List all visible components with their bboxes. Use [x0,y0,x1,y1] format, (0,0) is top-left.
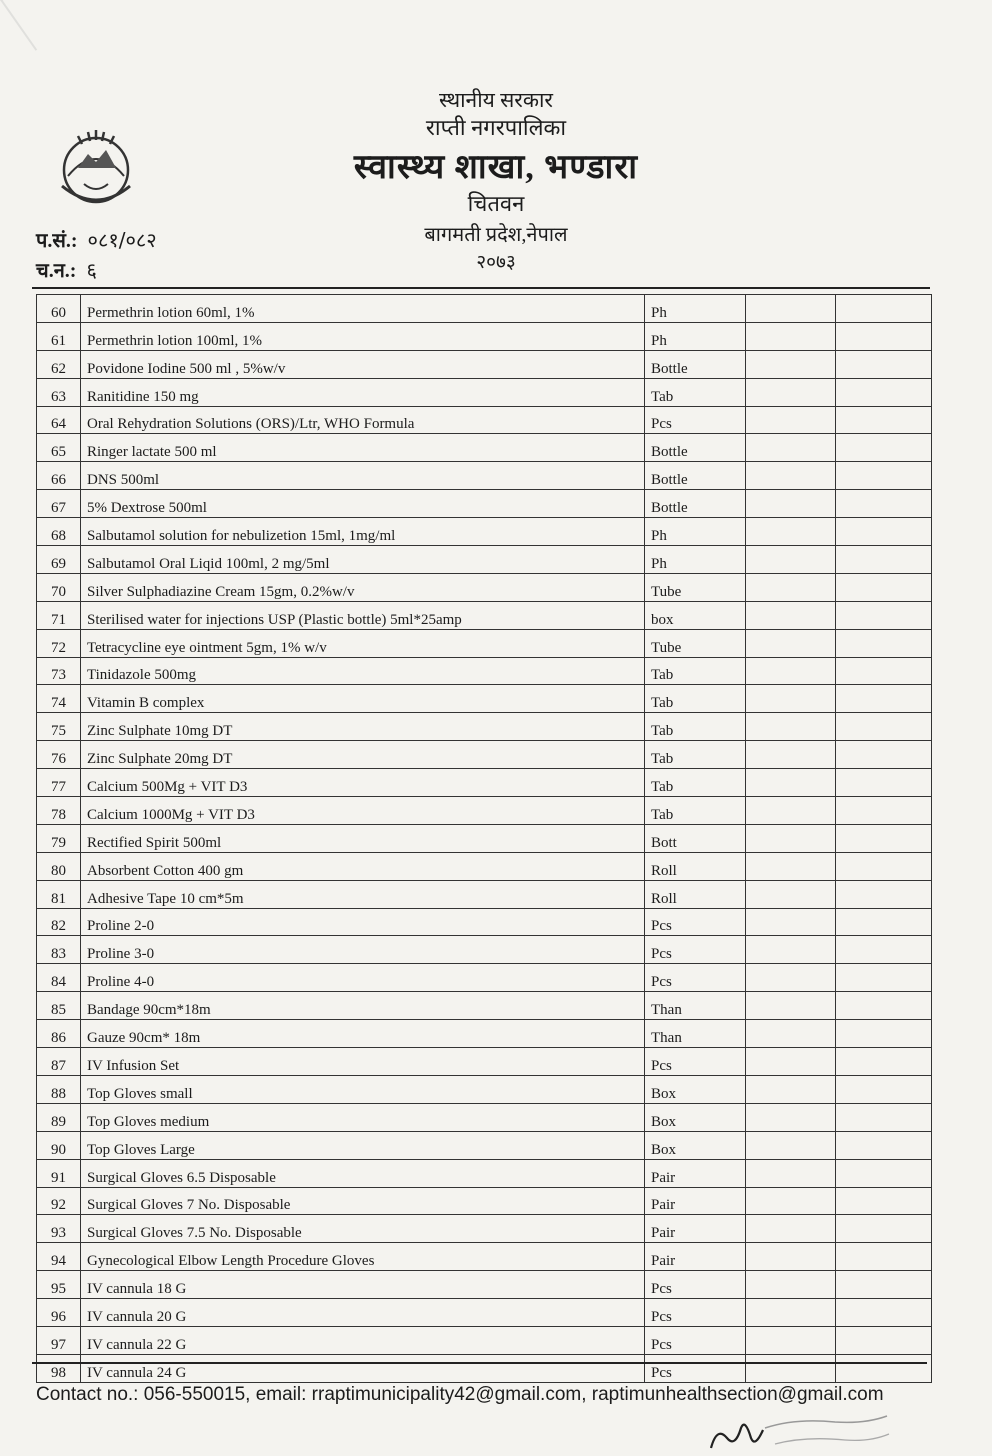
table-row [37,490,932,518]
item-blank-cell [746,852,836,880]
item-blank-cell [836,295,932,323]
item-blank-cell [836,852,932,880]
item-number: 71 [37,601,81,629]
item-number: 93 [37,1215,81,1243]
item-blank-cell [836,629,932,657]
item-unit: Ph [645,518,746,546]
item-unit: Pcs [645,1326,746,1354]
reference-value: ०८१/०८२ [87,228,157,252]
item-number: 69 [37,546,81,574]
table-row [37,713,932,741]
item-number: 67 [37,490,81,518]
item-blank-cell [836,1354,932,1382]
table-row [37,462,932,490]
reference-number [36,226,157,253]
item-blank-cell [836,490,932,518]
item-name: IV cannula 20 G [81,1299,645,1327]
item-unit: Bottle [645,350,746,378]
item-name: Zinc Sulphate 10mg DT [81,713,645,741]
item-blank-cell [836,992,932,1020]
item-number: 75 [37,713,81,741]
item-number: 84 [37,964,81,992]
dispatch-value: ६ [86,258,97,282]
item-blank-cell [746,434,836,462]
item-number: 78 [37,797,81,825]
table-row [37,824,932,852]
item-name: Top Gloves Large [81,1131,645,1159]
item-blank-cell [746,462,836,490]
table-row [37,629,932,657]
item-number: 97 [37,1326,81,1354]
table-row [37,769,932,797]
header-divider [32,287,930,289]
item-name: Proline 2-0 [81,908,645,936]
item-number: 88 [37,1075,81,1103]
table-row [37,964,932,992]
item-blank-cell [746,769,836,797]
item-unit: Pair [645,1243,746,1271]
item-unit: Bott [645,824,746,852]
item-number: 64 [37,406,81,434]
item-blank-cell [746,406,836,434]
item-number: 62 [37,350,81,378]
item-name: Surgical Gloves 7 No. Disposable [81,1187,645,1215]
item-unit: Pair [645,1187,746,1215]
item-unit: Box [645,1103,746,1131]
header-line-year: २०७३ [476,252,516,273]
item-blank-cell [836,824,932,852]
item-blank-cell [746,601,836,629]
item-number: 82 [37,908,81,936]
medicine-list-body [37,295,932,1383]
item-blank-cell [746,936,836,964]
item-number: 90 [37,1131,81,1159]
medicine-list-table [36,294,932,1383]
item-blank-cell [746,490,836,518]
item-unit: Tab [645,713,746,741]
table-row [37,573,932,601]
item-number: 92 [37,1187,81,1215]
item-name: Gynecological Elbow Length Procedure Gloves [81,1243,645,1271]
table-row [37,741,932,769]
item-blank-cell [746,1075,836,1103]
item-blank-cell [746,295,836,323]
item-name: Zinc Sulphate 20mg DT [81,741,645,769]
table-row [37,434,932,462]
item-name: Calcium 1000Mg + VIT D3 [81,797,645,825]
table-row [37,797,932,825]
item-blank-cell [836,936,932,964]
item-number: 72 [37,629,81,657]
item-name: Vitamin B complex [81,685,645,713]
item-blank-cell [746,1187,836,1215]
item-blank-cell [746,1159,836,1187]
signature-stamp [705,1408,895,1454]
header-line-province: बागमती प्रदेश,नेपाल [424,224,568,246]
item-blank-cell [836,657,932,685]
item-blank-cell [746,713,836,741]
table-row [37,936,932,964]
item-blank-cell [746,573,836,601]
item-name: Permethrin lotion 100ml, 1% [81,322,645,350]
footer-divider [32,1362,927,1364]
item-unit: Tab [645,741,746,769]
table-row [37,1271,932,1299]
item-blank-cell [746,824,836,852]
item-blank-cell [836,1131,932,1159]
item-name: 5% Dextrose 500ml [81,490,645,518]
item-name: Proline 3-0 [81,936,645,964]
item-blank-cell [746,378,836,406]
item-blank-cell [746,657,836,685]
item-name: Surgical Gloves 7.5 No. Disposable [81,1215,645,1243]
table-row [37,880,932,908]
table-row [37,657,932,685]
item-blank-cell [746,1354,836,1382]
table-row [37,1243,932,1271]
item-unit: Pcs [645,964,746,992]
table-row [37,1354,932,1382]
item-number: 79 [37,824,81,852]
header-line-district: चितवन [467,191,525,216]
item-blank-cell [836,546,932,574]
item-name: Ringer lactate 500 ml [81,434,645,462]
item-number: 85 [37,992,81,1020]
table-row [37,601,932,629]
item-blank-cell [746,518,836,546]
item-unit: Tab [645,797,746,825]
item-unit: Tube [645,629,746,657]
table-row [37,322,932,350]
item-blank-cell [836,964,932,992]
item-blank-cell [836,1159,932,1187]
item-unit: Than [645,992,746,1020]
item-name: Sterilised water for injections USP (Plastic bottle) 5ml*25amp [81,601,645,629]
item-number: 81 [37,880,81,908]
table-row [37,1103,932,1131]
table-row [37,350,932,378]
item-number: 61 [37,322,81,350]
item-blank-cell [836,573,932,601]
item-blank-cell [836,713,932,741]
item-name: Adhesive Tape 10 cm*5m [81,880,645,908]
item-number: 77 [37,769,81,797]
item-name: Salbutamol Oral Liqid 100ml, 2 mg/5ml [81,546,645,574]
item-name: Permethrin lotion 60ml, 1% [81,295,645,323]
item-blank-cell [836,601,932,629]
table-row [37,406,932,434]
reference-label: प.सं.: [36,230,78,252]
item-unit: Pcs [645,1048,746,1076]
header-line-local-government: स्थानीय सरकार [438,88,554,112]
item-blank-cell [836,350,932,378]
item-blank-cell [836,1103,932,1131]
table-row [37,1131,932,1159]
item-unit: Tab [645,657,746,685]
item-unit: Pcs [645,1354,746,1382]
item-blank-cell [836,1243,932,1271]
table-row [37,1215,932,1243]
item-number: 73 [37,657,81,685]
item-blank-cell [746,908,836,936]
item-name: Ranitidine 150 mg [81,378,645,406]
item-number: 65 [37,434,81,462]
item-blank-cell [836,1215,932,1243]
item-number: 87 [37,1048,81,1076]
item-blank-cell [836,741,932,769]
item-blank-cell [836,769,932,797]
dispatch-label: च.न.: [36,260,77,282]
header-line-municipality: राप्ती नगरपालिका [425,115,567,140]
item-number: 68 [37,518,81,546]
item-name: Bandage 90cm*18m [81,992,645,1020]
item-number: 96 [37,1299,81,1327]
item-unit: Pcs [645,1299,746,1327]
contact-info: Contact no.: 056-550015, email: rraptimunicipality42@gmail.com, raptimunhealthsection@gmail.com [36,1384,884,1405]
item-blank-cell [836,1075,932,1103]
item-unit: Tab [645,685,746,713]
item-blank-cell [746,1103,836,1131]
item-blank-cell [746,685,836,713]
item-number: 74 [37,685,81,713]
item-blank-cell [746,1299,836,1327]
item-blank-cell [836,685,932,713]
item-unit: Bottle [645,490,746,518]
item-blank-cell [836,1048,932,1076]
table-row [37,546,932,574]
item-unit: Box [645,1075,746,1103]
dispatch-number [36,256,97,283]
item-blank-cell [746,1215,836,1243]
item-blank-cell [746,629,836,657]
item-blank-cell [836,406,932,434]
item-blank-cell [746,1020,836,1048]
item-number: 86 [37,1020,81,1048]
item-blank-cell [746,797,836,825]
item-name: Top Gloves medium [81,1103,645,1131]
item-name: Silver Sulphadiazine Cream 15gm, 0.2%w/v [81,573,645,601]
table-row [37,685,932,713]
table-row [37,1187,932,1215]
item-number: 66 [37,462,81,490]
table-row [37,518,932,546]
item-name: IV Infusion Set [81,1048,645,1076]
item-blank-cell [836,462,932,490]
table-row [37,992,932,1020]
item-blank-cell [836,1187,932,1215]
item-name: Tinidazole 500mg [81,657,645,685]
item-number: 70 [37,573,81,601]
table-row [37,1075,932,1103]
item-unit: Pair [645,1159,746,1187]
item-name: Surgical Gloves 6.5 Disposable [81,1159,645,1187]
table-row [37,1048,932,1076]
item-number: 89 [37,1103,81,1131]
item-name: Povidone Iodine 500 ml , 5%w/v [81,350,645,378]
item-unit: Pair [645,1215,746,1243]
item-number: 95 [37,1271,81,1299]
item-unit: Pcs [645,1271,746,1299]
item-name: DNS 500ml [81,462,645,490]
table-row [37,1326,932,1354]
item-blank-cell [836,1020,932,1048]
table-row [37,852,932,880]
item-unit: Ph [645,295,746,323]
item-unit: Pcs [645,908,746,936]
item-blank-cell [836,1271,932,1299]
item-blank-cell [746,322,836,350]
item-blank-cell [746,741,836,769]
item-name: Tetracycline eye ointment 5gm, 1% w/v [81,629,645,657]
item-name: Gauze 90cm* 18m [81,1020,645,1048]
table-row [37,1159,932,1187]
table-row [37,908,932,936]
item-unit: Pcs [645,406,746,434]
item-blank-cell [746,1048,836,1076]
item-name: Rectified Spirit 500ml [81,824,645,852]
item-unit: Than [645,1020,746,1048]
item-blank-cell [836,797,932,825]
item-name: Proline 4-0 [81,964,645,992]
item-name: Calcium 500Mg + VIT D3 [81,769,645,797]
item-unit: Bottle [645,462,746,490]
item-number: 76 [37,741,81,769]
item-name: Top Gloves small [81,1075,645,1103]
item-unit: Roll [645,880,746,908]
item-blank-cell [746,350,836,378]
table-row [37,295,932,323]
item-unit: Tab [645,378,746,406]
item-number: 91 [37,1159,81,1187]
item-unit: Tab [645,769,746,797]
item-blank-cell [836,518,932,546]
letterhead [0,0,992,290]
item-unit: Pcs [645,936,746,964]
item-blank-cell [836,1326,932,1354]
item-name: IV cannula 24 G [81,1354,645,1382]
item-blank-cell [836,378,932,406]
item-blank-cell [746,1271,836,1299]
item-number: 60 [37,295,81,323]
item-blank-cell [836,434,932,462]
table-row [37,378,932,406]
item-blank-cell [746,1243,836,1271]
item-unit: Tube [645,573,746,601]
item-name: IV cannula 22 G [81,1326,645,1354]
table-row [37,1020,932,1048]
item-number: 94 [37,1243,81,1271]
item-blank-cell [746,1131,836,1159]
item-blank-cell [836,1299,932,1327]
item-number: 98 [37,1354,81,1382]
table-row [37,1299,932,1327]
item-unit: Bottle [645,434,746,462]
item-number: 83 [37,936,81,964]
item-name: Absorbent Cotton 400 gm [81,852,645,880]
item-unit: Ph [645,546,746,574]
item-number: 80 [37,852,81,880]
item-blank-cell [746,546,836,574]
item-blank-cell [746,964,836,992]
item-unit: Roll [645,852,746,880]
item-blank-cell [836,880,932,908]
item-name: IV cannula 18 G [81,1271,645,1299]
item-blank-cell [746,992,836,1020]
item-blank-cell [836,908,932,936]
item-unit: Box [645,1131,746,1159]
item-unit: box [645,601,746,629]
item-blank-cell [746,880,836,908]
header-line-health-section: स्वास्थ्य शाखा, भण्डारा [353,149,639,186]
item-name: Oral Rehydration Solutions (ORS)/Ltr, WHO Formula [81,406,645,434]
item-blank-cell [746,1326,836,1354]
item-name: Salbutamol solution for nebulizetion 15ml, 1mg/ml [81,518,645,546]
item-blank-cell [836,322,932,350]
item-number: 63 [37,378,81,406]
item-unit: Ph [645,322,746,350]
